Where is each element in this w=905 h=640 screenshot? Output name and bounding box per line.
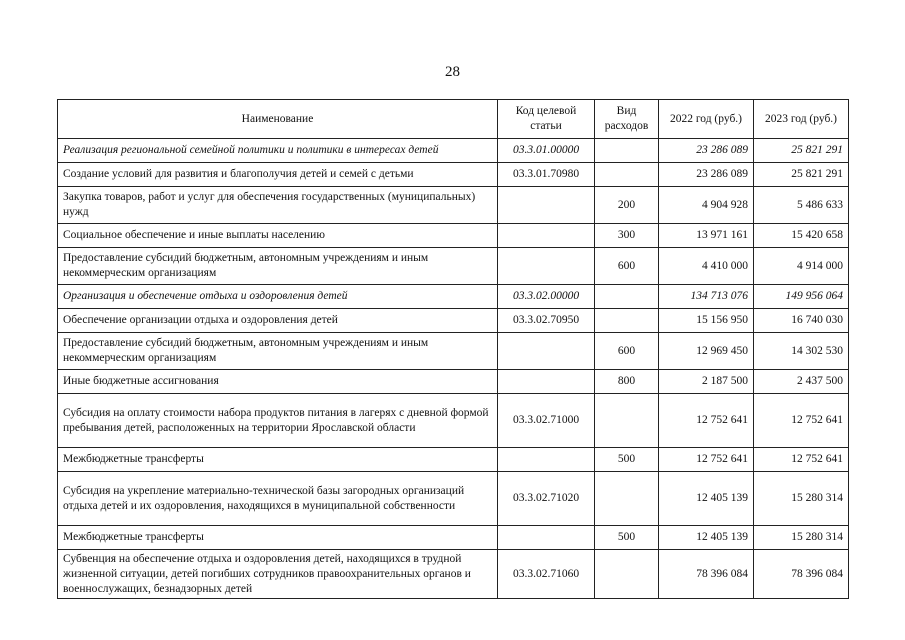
row-name-cell: Межбюджетные трансферты xyxy=(58,448,498,472)
row-2023-cell: 5 486 633 xyxy=(754,187,849,224)
row-2023-cell: 78 396 084 xyxy=(754,550,849,599)
row-type-cell: 800 xyxy=(595,370,659,394)
row-type-cell xyxy=(595,139,659,163)
table-row xyxy=(58,309,849,333)
row-2023-cell: 15 280 314 xyxy=(754,526,849,550)
row-2023-cell: 2 437 500 xyxy=(754,370,849,394)
row-code-cell xyxy=(498,448,595,472)
row-type-cell: 600 xyxy=(595,333,659,370)
table-row xyxy=(58,224,849,248)
row-name-cell: Социальное обеспечение и иные выплаты населению xyxy=(58,224,498,248)
row-2022-cell: 13 971 161 xyxy=(659,224,754,248)
row-2022-cell: 78 396 084 xyxy=(659,550,754,599)
row-type-cell xyxy=(595,550,659,599)
table-row xyxy=(58,285,849,309)
row-code-cell xyxy=(498,526,595,550)
header-name: Наименование xyxy=(58,100,498,139)
table-row xyxy=(58,139,849,163)
row-name-cell: Субвенция на обеспечение отдыха и оздоровления детей, находящихся в трудной жизненной ситуации, детей погибших сотрудников правоохранительных органов и военнослужащих, безнадзорных детей xyxy=(58,550,498,599)
budget-table xyxy=(57,99,849,599)
row-name-cell: Субсидия на укрепление материально-технической базы загородных организаций отдыха детей и их оздоровления, находящихся в муниципальной собственности xyxy=(58,472,498,526)
table-row xyxy=(58,248,849,285)
row-name-cell: Закупка товаров, работ и услуг для обеспечения государственных (муниципальных) нужд xyxy=(58,187,498,224)
header-2022: 2022 год (руб.) xyxy=(659,100,754,139)
table-row xyxy=(58,448,849,472)
row-2022-cell: 12 969 450 xyxy=(659,333,754,370)
row-2022-cell: 15 156 950 xyxy=(659,309,754,333)
row-2023-cell: 12 752 641 xyxy=(754,394,849,448)
table-header-row xyxy=(58,100,849,139)
row-name-cell: Обеспечение организации отдыха и оздоровления детей xyxy=(58,309,498,333)
row-2023-cell: 12 752 641 xyxy=(754,448,849,472)
row-name-cell: Предоставление субсидий бюджетным, автономным учреждениям и иным некоммерческим организациям xyxy=(58,248,498,285)
row-type-cell xyxy=(595,309,659,333)
row-2022-cell: 134 713 076 xyxy=(659,285,754,309)
row-2022-cell: 23 286 089 xyxy=(659,139,754,163)
row-2022-cell: 4 904 928 xyxy=(659,187,754,224)
row-type-cell xyxy=(595,472,659,526)
row-code-cell xyxy=(498,248,595,285)
row-name-cell: Субсидия на оплату стоимости набора продуктов питания в лагерях с дневной формой пребывания детей, расположенных на территории Ярославской области xyxy=(58,394,498,448)
row-2023-cell: 15 280 314 xyxy=(754,472,849,526)
row-2023-cell: 25 821 291 xyxy=(754,163,849,187)
row-code-cell: 03.3.02.00000 xyxy=(498,285,595,309)
table-row xyxy=(58,187,849,224)
row-code-cell xyxy=(498,370,595,394)
row-2022-cell: 12 752 641 xyxy=(659,394,754,448)
header-type: Вид расходов xyxy=(595,100,659,139)
row-type-cell: 600 xyxy=(595,248,659,285)
row-2022-cell: 2 187 500 xyxy=(659,370,754,394)
row-code-cell xyxy=(498,333,595,370)
header-2023: 2023 год (руб.) xyxy=(754,100,849,139)
row-2023-cell: 14 302 530 xyxy=(754,333,849,370)
row-type-cell: 500 xyxy=(595,526,659,550)
row-2023-cell: 25 821 291 xyxy=(754,139,849,163)
row-2022-cell: 12 405 139 xyxy=(659,472,754,526)
table-row xyxy=(58,370,849,394)
row-code-cell: 03.3.02.71020 xyxy=(498,472,595,526)
row-code-cell: 03.3.01.70980 xyxy=(498,163,595,187)
row-2023-cell: 4 914 000 xyxy=(754,248,849,285)
row-type-cell xyxy=(595,285,659,309)
table-row xyxy=(58,550,849,599)
page-number: 28 xyxy=(445,64,460,80)
row-2023-cell: 16 740 030 xyxy=(754,309,849,333)
row-code-cell: 03.3.01.00000 xyxy=(498,139,595,163)
row-code-cell xyxy=(498,187,595,224)
row-type-cell xyxy=(595,394,659,448)
row-2022-cell: 23 286 089 xyxy=(659,163,754,187)
row-name-cell: Иные бюджетные ассигнования xyxy=(58,370,498,394)
row-name-cell: Межбюджетные трансферты xyxy=(58,526,498,550)
row-name-cell: Предоставление субсидий бюджетным, автономным учреждениям и иным некоммерческим организациям xyxy=(58,333,498,370)
row-name-cell: Создание условий для развития и благополучия детей и семей с детьми xyxy=(58,163,498,187)
table-row xyxy=(58,163,849,187)
row-code-cell: 03.3.02.71000 xyxy=(498,394,595,448)
row-2022-cell: 4 410 000 xyxy=(659,248,754,285)
row-code-cell xyxy=(498,224,595,248)
table-body xyxy=(58,139,849,599)
row-type-cell xyxy=(595,163,659,187)
header-code: Код целевой статьи xyxy=(498,100,595,139)
row-code-cell: 03.3.02.70950 xyxy=(498,309,595,333)
row-type-cell: 500 xyxy=(595,448,659,472)
row-name-cell: Реализация региональной семейной политики и политики в интересах детей xyxy=(58,139,498,163)
row-type-cell: 200 xyxy=(595,187,659,224)
row-2022-cell: 12 405 139 xyxy=(659,526,754,550)
row-name-cell: Организация и обеспечение отдыха и оздоровления детей xyxy=(58,285,498,309)
row-2023-cell: 15 420 658 xyxy=(754,224,849,248)
table-row xyxy=(58,394,849,448)
row-2023-cell: 149 956 064 xyxy=(754,285,849,309)
row-2022-cell: 12 752 641 xyxy=(659,448,754,472)
row-type-cell: 300 xyxy=(595,224,659,248)
table-row xyxy=(58,526,849,550)
table-row xyxy=(58,472,849,526)
row-code-cell: 03.3.02.71060 xyxy=(498,550,595,599)
table-row xyxy=(58,333,849,370)
